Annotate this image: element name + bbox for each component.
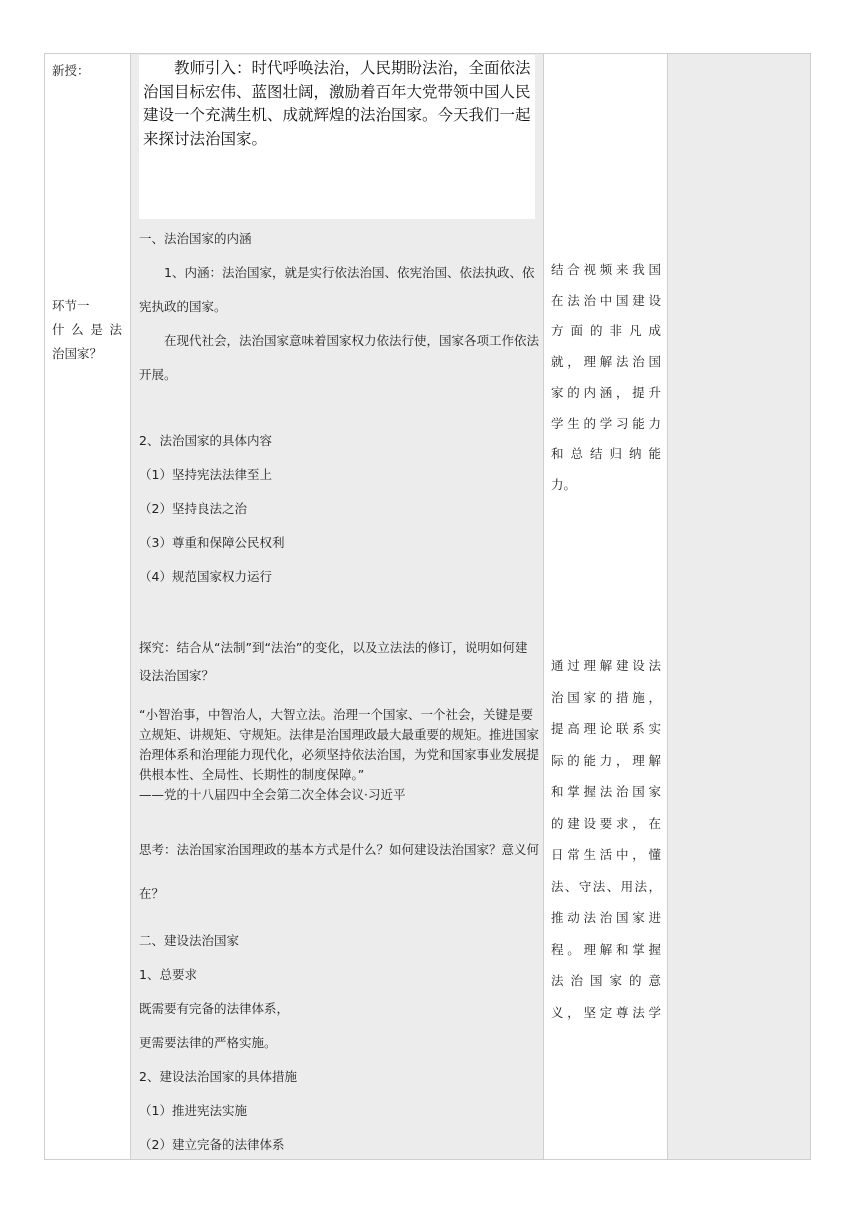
intent-line: 推动法治国家进 bbox=[551, 910, 661, 925]
intent-line: 和掌握法治国家 bbox=[551, 784, 661, 799]
measures-title: 2、建设法治国家的具体措施 bbox=[139, 1069, 297, 1084]
intent-line: 程。理解和掌握 bbox=[551, 941, 661, 957]
intent-line: 法治国家的意 bbox=[551, 973, 661, 988]
design-intent-one bbox=[551, 255, 661, 501]
intent-line: 和总结归纳能 bbox=[551, 446, 661, 462]
section-two-title: 二、建设法治国家 bbox=[139, 933, 240, 948]
section-one bbox=[139, 222, 539, 392]
think-question: 思考：法治国家治国理政的基本方式是什么？如何建设法治国家？意义何在？ bbox=[139, 842, 540, 901]
quote-text: “小智治事，中智治人，大智立法。治理一个国家、一个社会，关键是要立规矩、讲规矩、守规矩。法律是治国理政最大最重要的规矩。推进国家治理体系和治理能力现代化，必须坚持依法治国，为党和国家事业发展提供根本性、全局性、长期性的制度保障。” bbox=[139, 707, 540, 782]
requirement-line: 更需要法律的严格实施。 bbox=[139, 1035, 277, 1050]
intent-line: 力。 bbox=[551, 476, 577, 492]
quote-source: ——党的十八届四中全会第二次全体会议·习近平 bbox=[139, 787, 406, 802]
teacher-intro-text: 教师引入：时代呼唤法治，人民期盼法治，全面依法治国目标宏伟、蓝图壮阔，激励着百年大党带领中国人民建设一个充满生机、成就辉煌的法治国家。今天我们一起来探讨法治国家。 bbox=[143, 59, 531, 148]
requirement-title: 1、总要求 bbox=[139, 967, 197, 982]
intent-line: 家的内涵，提升 bbox=[551, 384, 661, 400]
intent-line: 法、守法、用法， bbox=[551, 878, 661, 894]
contents-item: （2）坚持良法之治 bbox=[139, 501, 247, 516]
contents-title: 2、法治国家的具体内容 bbox=[139, 433, 272, 448]
label-new-lesson: 新授： bbox=[52, 63, 90, 78]
section-one-definition: 1、内涵：法治国家，就是实行依法治国、依宪治国、依法执政、依宪执政的国家。 bbox=[139, 265, 535, 314]
label-section-line: 治国家？ bbox=[52, 346, 103, 361]
intent-line: 义，坚定尊法学 bbox=[551, 1004, 661, 1020]
intent-line: 治国家的措施， bbox=[551, 689, 661, 705]
intent-line: 方面的非凡成 bbox=[551, 323, 661, 339]
intent-line: 在法治中国建设 bbox=[551, 292, 661, 308]
notes-column bbox=[668, 54, 810, 1159]
section-two bbox=[139, 924, 539, 1162]
requirement-line: 既需要有完备的法律体系， bbox=[139, 1001, 290, 1016]
label-section-line: 环节一 bbox=[52, 298, 90, 313]
intent-line: 就，理解法治国 bbox=[551, 354, 661, 370]
design-intent-two bbox=[551, 650, 661, 1028]
intent-line: 日常生活中，懂 bbox=[551, 847, 661, 862]
section-one-contents bbox=[139, 424, 539, 594]
contents-item: （4）规范国家权力运行 bbox=[139, 569, 272, 584]
intent-line: 结合视频来我国 bbox=[551, 262, 661, 277]
intent-line: 际的能力，理解 bbox=[551, 752, 661, 768]
measures-item: （1）推进宪法实施 bbox=[139, 1103, 247, 1118]
intent-line: 的建设要求，在 bbox=[551, 815, 661, 831]
stage-column bbox=[45, 54, 131, 1159]
intent-line: 提高理论联系实 bbox=[551, 721, 661, 736]
quote-block bbox=[139, 705, 539, 805]
teacher-intro bbox=[139, 55, 535, 219]
label-section-line: 什 么 是 法 bbox=[52, 322, 122, 337]
contents-item: （1）坚持宪法法律至上 bbox=[139, 467, 272, 482]
section-one-modern: 在现代社会，法治国家意味着国家权力依法行使，国家各项工作依法开展。 bbox=[139, 333, 540, 382]
intent-line: 通过理解建设法 bbox=[551, 658, 661, 673]
intent-line: 学生的学习能力 bbox=[551, 415, 661, 431]
measures-item: （2）建立完备的法律体系 bbox=[139, 1137, 285, 1152]
section-one-title: 一、法治国家的内涵 bbox=[139, 231, 252, 246]
contents-item: （3）尊重和保障公民权利 bbox=[139, 535, 285, 550]
label-section-one bbox=[52, 294, 126, 366]
explore-question: 探究：结合从“法制”到“法治”的变化，以及立法法的修订，说明如何建设法治国家？ bbox=[139, 640, 528, 683]
